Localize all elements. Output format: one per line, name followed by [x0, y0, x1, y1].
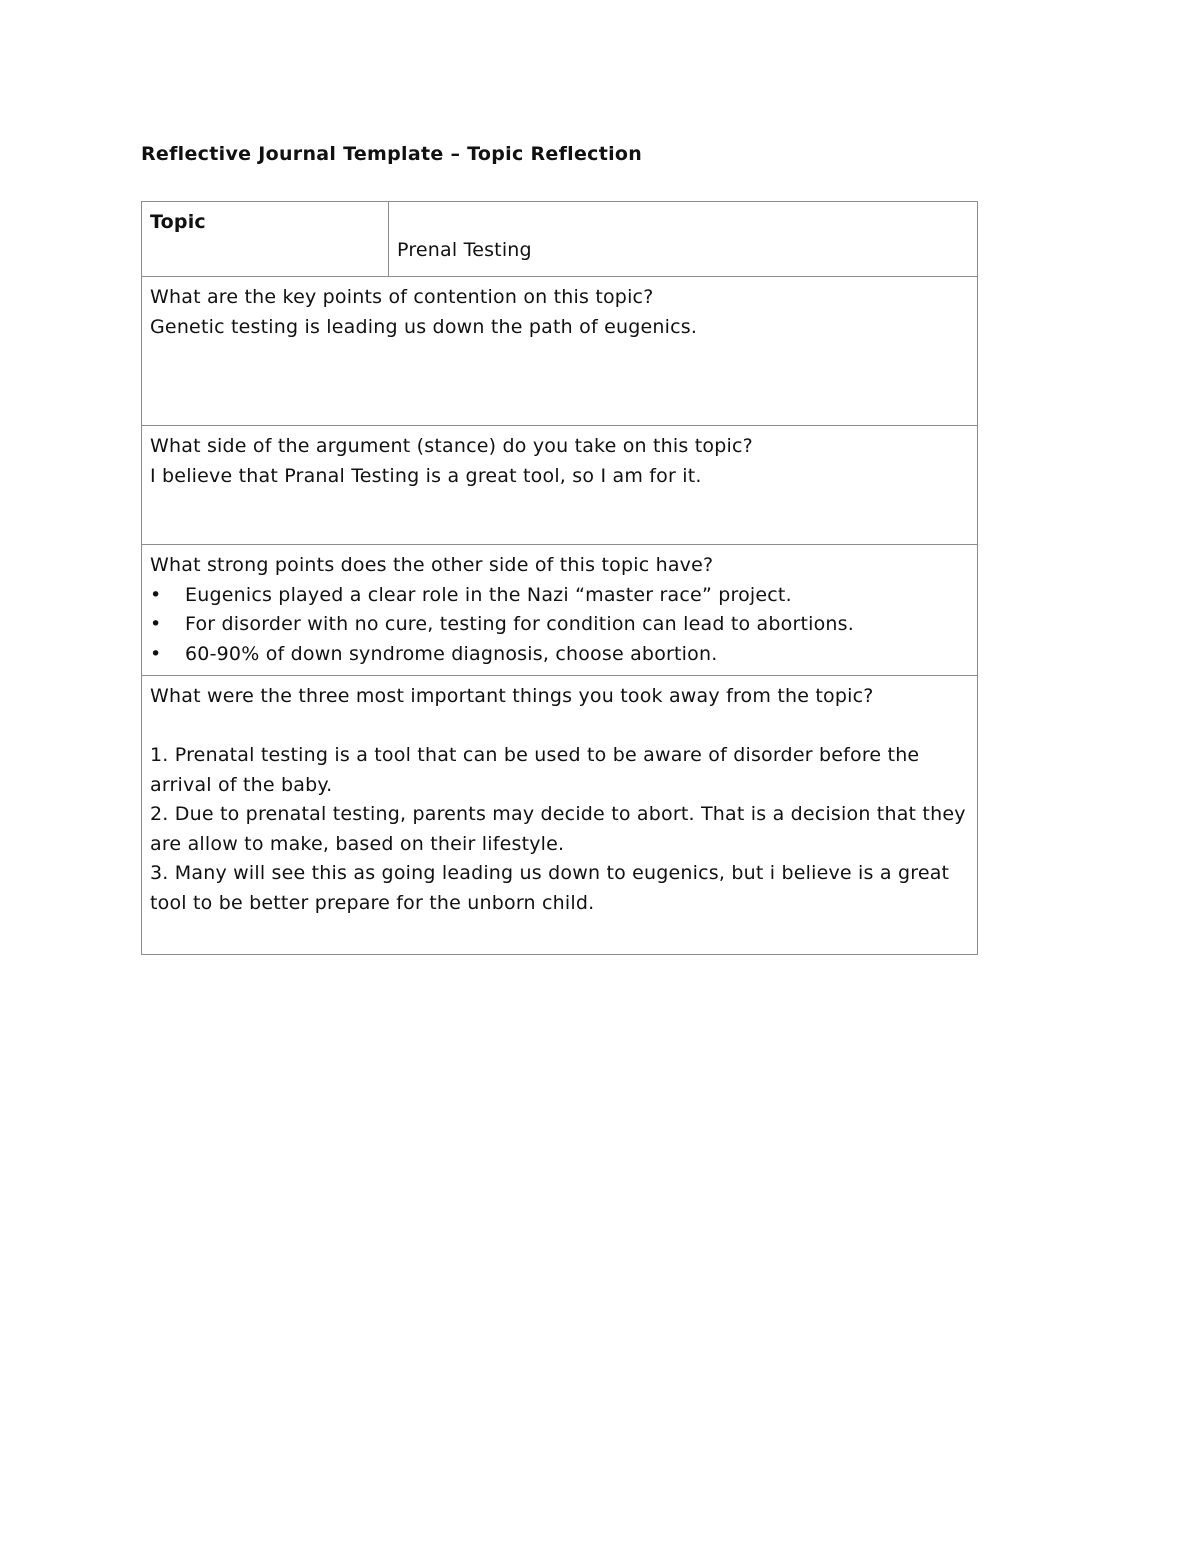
takeaways-cell: [142, 676, 978, 955]
stance-answer: I believe that Pranal Testing is a great tool, so I am for it.: [150, 464, 702, 487]
blank-line: [150, 712, 969, 742]
topic-value-cell: Prenal Testing: [389, 202, 978, 277]
other-side-question: What strong points does the other side of this topic have?: [150, 554, 714, 576]
list-item-text: For disorder with no cure, testing for condition can lead to abortions.: [185, 613, 855, 635]
stance-cell: [142, 426, 978, 545]
table-row-takeaways: [142, 676, 978, 955]
reflection-table: [141, 201, 978, 955]
bullet-icon: •: [150, 613, 162, 635]
bullet-icon: •: [150, 583, 162, 606]
topic-label-cell: Topic: [142, 202, 389, 277]
table-row-topic: [142, 202, 978, 277]
takeaway-item-2: 2. Due to prenatal testing, parents may decide to abort. That is a decision that they are allow to make, based on their lifestyle.: [150, 803, 966, 855]
table-row-other-side: [142, 545, 978, 676]
other-side-list: [150, 581, 969, 670]
stance-question: What side of the argument (stance) do you take on this topic?: [150, 435, 753, 457]
list-item: [150, 640, 969, 670]
document-title: Reflective Journal Template – Topic Reflection: [141, 143, 643, 165]
takeaways-question: What were the three most important things you took away from the topic?: [150, 685, 874, 707]
bullet-icon: •: [150, 642, 162, 665]
table-row-contention: [142, 277, 978, 426]
takeaway-item-1: 1. Prenatal testing is a tool that can be used to be aware of disorder before the arrival of the baby.: [150, 744, 920, 796]
contention-cell: [142, 277, 978, 426]
table-row-stance: [142, 426, 978, 545]
list-item: [150, 581, 969, 611]
contention-answer: Genetic testing is leading us down the path of eugenics.: [150, 315, 698, 338]
list-item-text: Eugenics played a clear role in the Nazi “master race” project.: [185, 583, 792, 606]
contention-question: What are the key points of contention on this topic?: [150, 286, 654, 308]
list-item: [150, 610, 969, 640]
list-item-text: 60-90% of down syndrome diagnosis, choose abortion.: [185, 642, 718, 665]
takeaway-item-3: 3. Many will see this as going leading us down to eugenics, but i believe is a great tool to be better prepare for the unborn child.: [150, 862, 950, 914]
other-side-cell: [142, 545, 978, 676]
